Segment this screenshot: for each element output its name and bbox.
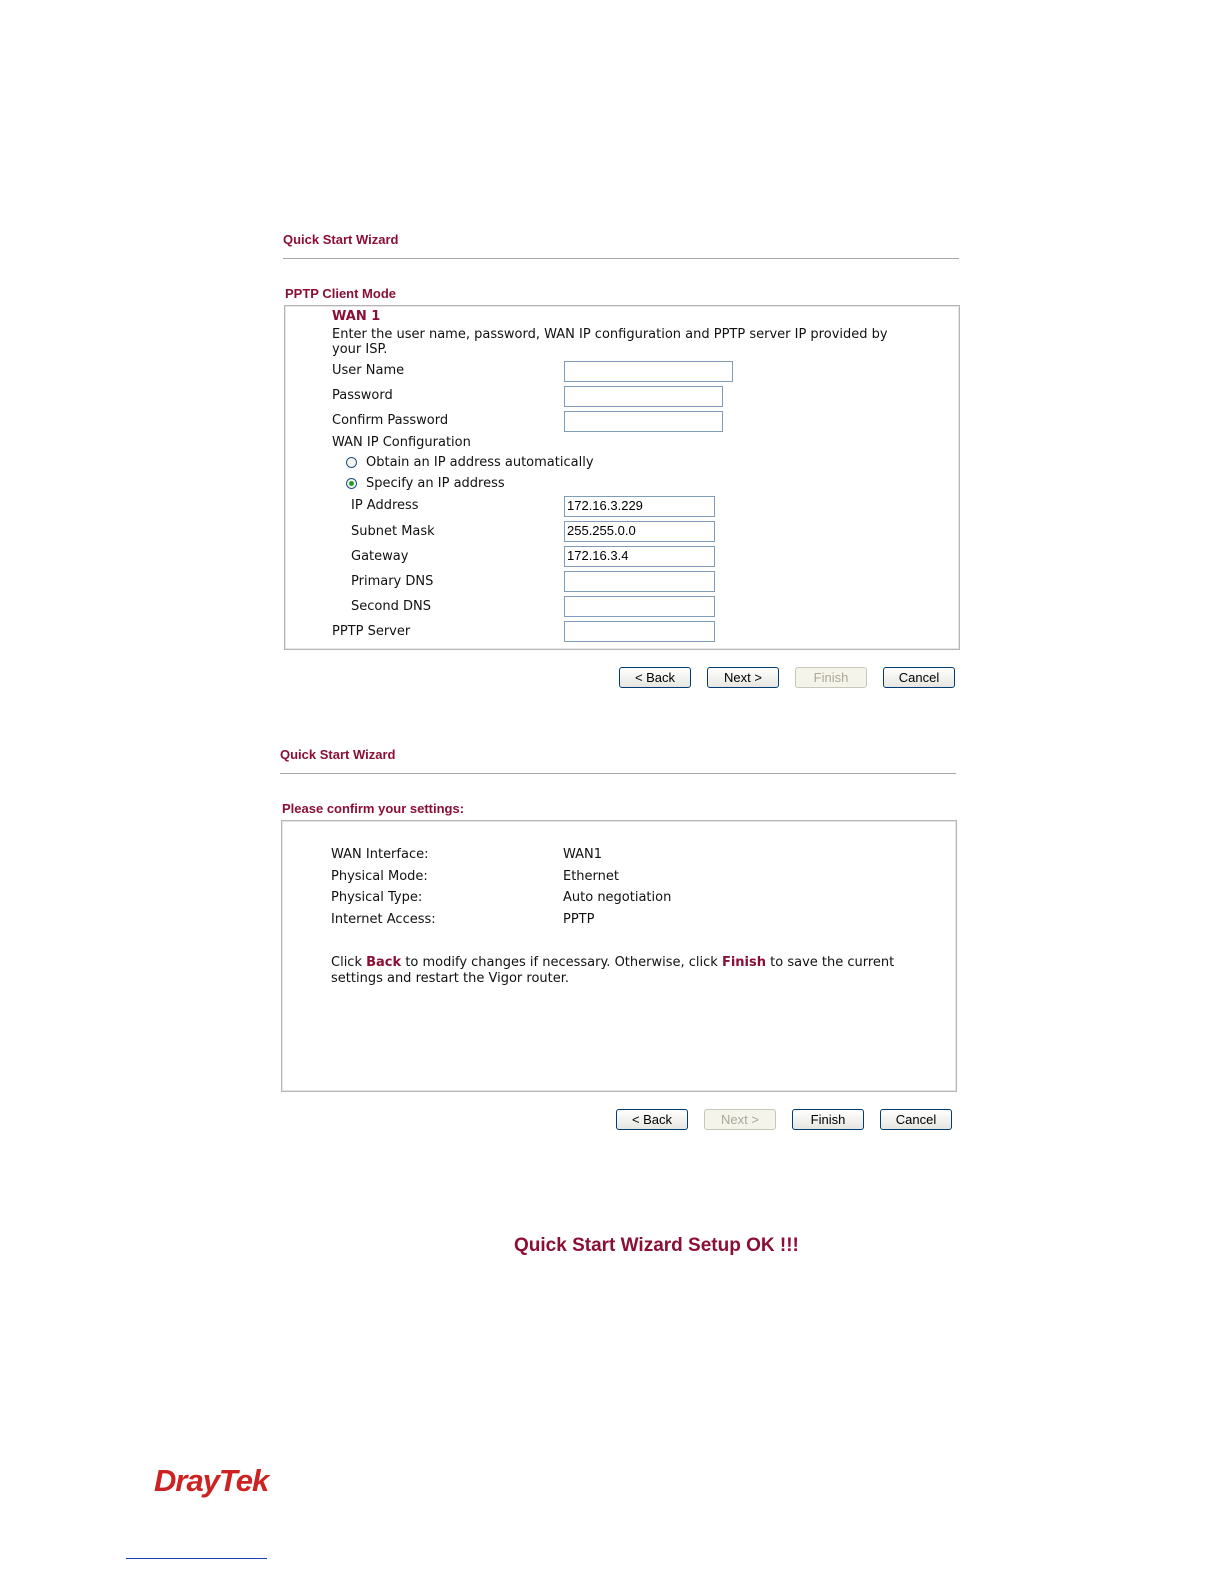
summary-label: Physical Type:	[331, 890, 423, 905]
note-finish-keyword: Finish	[721, 955, 766, 970]
user-name-label: User Name	[332, 363, 405, 378]
wizard1-title: Quick Start Wizard	[283, 232, 399, 247]
summary-label: Internet Access:	[331, 912, 436, 927]
confirm-note-line1	[331, 955, 894, 970]
gateway-label: Gateway	[351, 549, 409, 564]
wizard1-divider	[283, 258, 959, 259]
cancel-button[interactable]: Cancel	[880, 1109, 952, 1130]
wizard1-section-title: PPTP Client Mode	[285, 286, 396, 301]
subnet-mask-label: Subnet Mask	[351, 524, 435, 539]
setup-ok-message: Quick Start Wizard Setup OK !!!	[514, 1235, 799, 1256]
footer-rule	[126, 1558, 267, 1559]
wizard2-divider	[280, 773, 956, 774]
finish-button[interactable]: Finish	[792, 1109, 864, 1130]
summary-label: WAN Interface:	[331, 847, 429, 862]
ip-address-label: IP Address	[351, 498, 419, 513]
pptp-server-input[interactable]	[564, 621, 715, 642]
back-button[interactable]: < Back	[619, 667, 691, 688]
subnet-mask-input[interactable]: 255.255.0.0	[564, 521, 715, 542]
confirm-password-input[interactable]	[564, 411, 723, 432]
instruction-line1: Enter the user name, password, WAN IP configuration and PPTP server IP provided by	[332, 327, 888, 342]
summary-value: Ethernet	[563, 869, 619, 884]
password-label: Password	[332, 388, 393, 403]
wan-label: WAN 1	[332, 309, 381, 324]
wan-ip-config-label: WAN IP Configuration	[332, 435, 471, 450]
user-name-input[interactable]	[564, 361, 733, 382]
cancel-button[interactable]: Cancel	[883, 667, 955, 688]
finish-button-disabled: Finish	[795, 667, 867, 688]
confirm-password-label: Confirm Password	[332, 413, 449, 428]
summary-value: PPTP	[563, 912, 595, 927]
note-text: to modify changes if necessary. Otherwise, click	[405, 955, 718, 970]
radio-obtain-ip-label: Obtain an IP address automatically	[366, 455, 594, 470]
next-button[interactable]: Next >	[707, 667, 779, 688]
radio-obtain-ip[interactable]	[346, 457, 357, 468]
draytek-logo: DrayTek	[154, 1463, 269, 1498]
second-dns-label: Second DNS	[351, 599, 431, 614]
summary-label: Physical Mode:	[331, 869, 428, 884]
primary-dns-label: Primary DNS	[351, 574, 434, 589]
summary-value: Auto negotiation	[563, 890, 672, 905]
gateway-input[interactable]: 172.16.3.4	[564, 546, 715, 567]
note-text: to save the current	[770, 955, 895, 970]
wizard2-title: Quick Start Wizard	[280, 747, 396, 762]
primary-dns-input[interactable]	[564, 571, 715, 592]
back-button[interactable]: < Back	[616, 1109, 688, 1130]
note-back-keyword: Back	[366, 955, 402, 970]
instruction-line2: your ISP.	[332, 342, 388, 357]
radio-specify-ip[interactable]	[346, 478, 357, 489]
radio-specify-ip-label: Specify an IP address	[366, 476, 505, 491]
password-input[interactable]	[564, 386, 723, 407]
note-text: Click	[331, 955, 362, 970]
second-dns-input[interactable]	[564, 596, 715, 617]
pptp-server-label: PPTP Server	[332, 624, 411, 639]
next-button-disabled: Next >	[704, 1109, 776, 1130]
ip-address-input[interactable]: 172.16.3.229	[564, 496, 715, 517]
wizard2-section-title: Please confirm your settings:	[282, 801, 465, 816]
confirm-note-line2: settings and restart the Vigor router.	[331, 971, 570, 986]
summary-value: WAN1	[563, 847, 603, 862]
